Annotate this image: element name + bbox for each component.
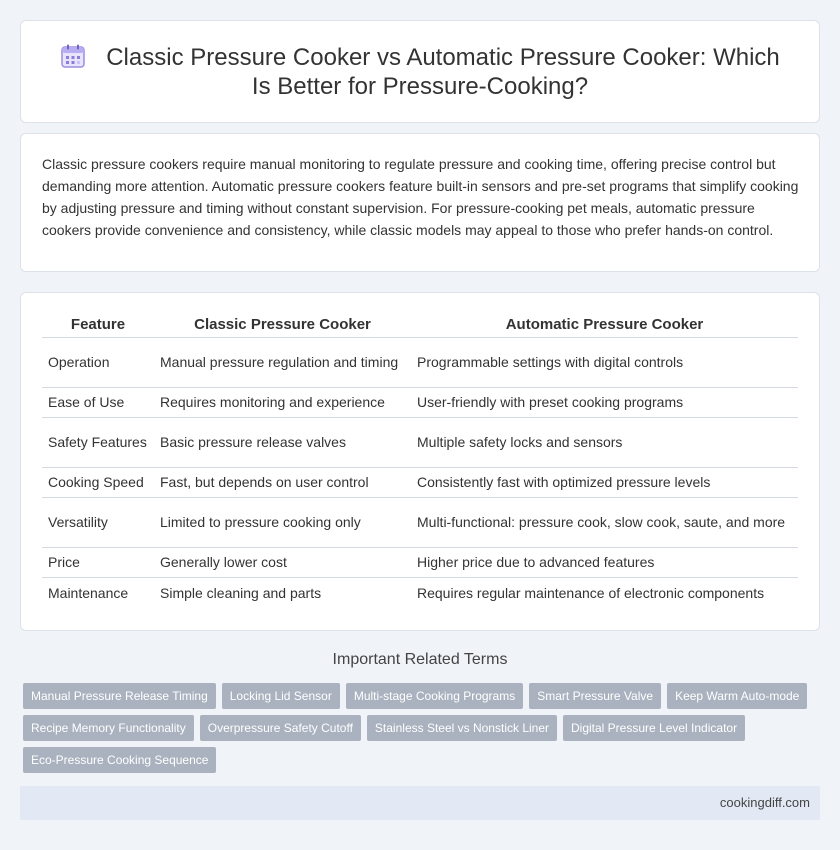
comparison-table — [42, 311, 798, 609]
related-term-tag[interactable]: Keep Warm Auto-mode — [667, 683, 807, 709]
classic-cell: Fast, but depends on user control — [154, 467, 411, 497]
column-header-feature: Feature — [42, 311, 154, 337]
page-title: Classic Pressure Cooker vs Automatic Pressure Cooker: Which Is Better for Pressure-Cooking? — [106, 44, 780, 100]
table-row — [42, 577, 798, 609]
title-card — [20, 20, 820, 123]
classic-cell: Basic pressure release valves — [154, 417, 411, 467]
intro-card — [20, 133, 820, 272]
automatic-cell: Requires regular maintenance of electronic components — [417, 585, 765, 602]
automatic-cell: User-friendly with preset cooking programs — [411, 387, 798, 417]
related-term-tag[interactable]: Digital Pressure Level Indicator — [563, 715, 745, 741]
feature-cell: Operation — [42, 337, 154, 387]
table-row — [42, 387, 798, 417]
feature-cell: Safety Features — [42, 417, 154, 467]
intro-paragraph: Classic pressure cookers require manual monitoring to regulate pressure and cooking time, offering precise control but demanding more attention. Automatic pressure cookers feature built-in sensors and pre-set programs that simplify cooking by adjusting pressure and timing without constant supervision. For pressure-cooking pet meals, automatic pressure cookers provide convenience and consistency, while classic models may appeal to those who prefer hands-on control. — [42, 156, 799, 238]
calendar-icon — [60, 43, 86, 69]
table-row — [42, 337, 798, 387]
related-term-tag[interactable]: Manual Pressure Release Timing — [23, 683, 216, 709]
table-row — [42, 547, 798, 577]
classic-cell: Simple cleaning and parts — [160, 585, 322, 602]
related-terms-list — [23, 683, 823, 779]
feature-cell: Versatility — [42, 497, 154, 547]
feature-cell: Maintenance — [48, 585, 129, 602]
automatic-cell: Multi-functional: pressure cook, slow cook, saute, and more — [411, 497, 798, 547]
footer — [20, 786, 820, 820]
related-term-tag[interactable]: Recipe Memory Functionality — [23, 715, 194, 741]
column-header-automatic: Automatic Pressure Cooker — [411, 311, 798, 337]
table-row — [42, 467, 798, 497]
table-row — [42, 417, 798, 467]
feature-cell: Price — [42, 547, 154, 577]
table-header-row — [42, 311, 798, 337]
classic-cell: Requires monitoring and experience — [154, 387, 411, 417]
footer-site-link[interactable]: cookingdiff.com — [719, 795, 810, 810]
related-term-tag[interactable]: Smart Pressure Valve — [529, 683, 661, 709]
page-title-row — [21, 43, 819, 101]
column-header-classic: Classic Pressure Cooker — [154, 311, 411, 337]
related-term-tag[interactable]: Eco-Pressure Cooking Sequence — [23, 747, 216, 773]
automatic-cell: Multiple safety locks and sensors — [411, 417, 798, 467]
automatic-cell: Programmable settings with digital controls — [411, 337, 798, 387]
comparison-table-card — [20, 292, 820, 631]
classic-cell: Limited to pressure cooking only — [154, 497, 411, 547]
related-term-tag[interactable]: Stainless Steel vs Nonstick Liner — [367, 715, 557, 741]
classic-cell: Generally lower cost — [154, 547, 411, 577]
feature-cell: Cooking Speed — [42, 467, 154, 497]
feature-cell: Ease of Use — [42, 387, 154, 417]
automatic-cell: Consistently fast with optimized pressure levels — [411, 467, 798, 497]
automatic-cell: Higher price due to advanced features — [411, 547, 798, 577]
related-term-tag[interactable]: Locking Lid Sensor — [222, 683, 340, 709]
related-term-tag[interactable]: Overpressure Safety Cutoff — [200, 715, 361, 741]
related-term-tag[interactable]: Multi-stage Cooking Programs — [346, 683, 523, 709]
related-terms-heading: Important Related Terms — [332, 651, 508, 668]
classic-cell: Manual pressure regulation and timing — [154, 337, 411, 387]
table-row — [42, 497, 798, 547]
